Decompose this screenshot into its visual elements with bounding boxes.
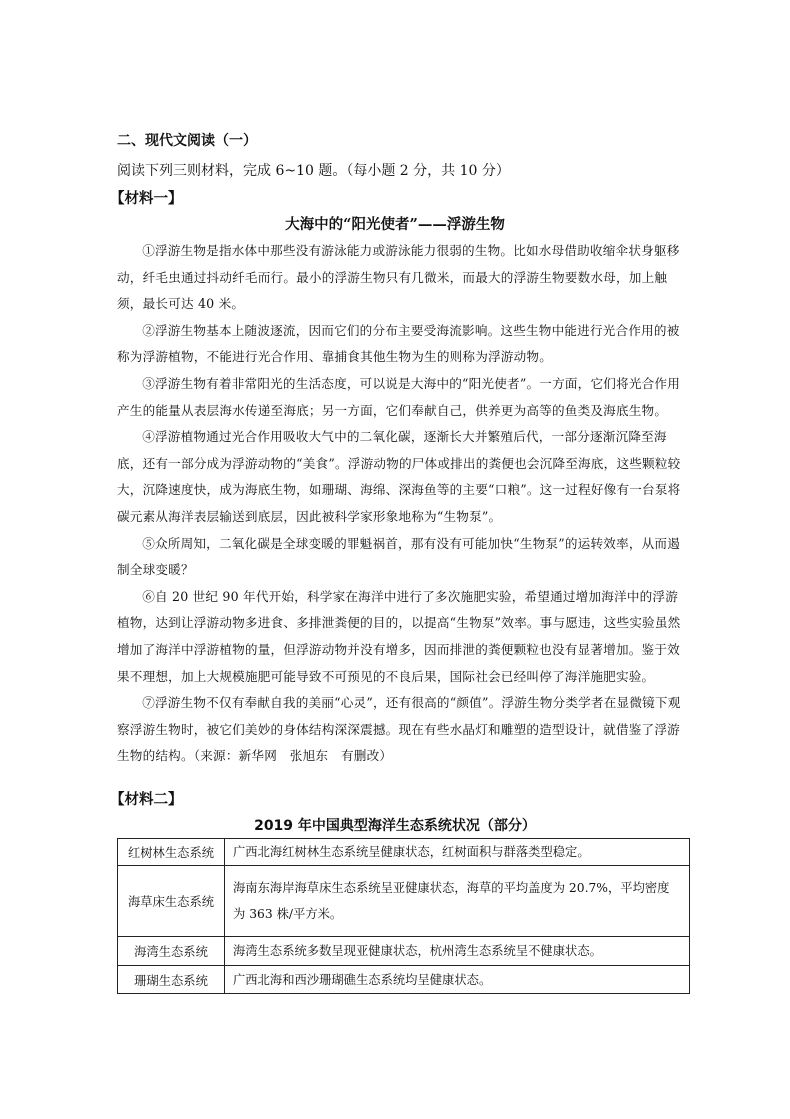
table-row	[118, 866, 690, 937]
article-body	[117, 238, 689, 770]
paragraph-6: ⑥自 20 世纪 90 年代开始，科学家在海洋中进行了多次施肥实验，希望通过增加海洋中的浮游植物，达到让浮游动物多进食、多排泄粪便的目的，以提高“生物泵”效率。事与愿违，这些实验虽然增加了海洋中浮游植物的量，但浮游动物并没有增多，因而排泄的粪便颗粒也没有显著增加。鉴于效果不理想，加上大规模施肥可能导致不可预见的不良后果，国际社会已经叫停了海洋施肥实验。	[117, 588, 681, 684]
ecosystem-status: 广西北海和西沙珊瑚礁生态系统均呈健康状态。	[225, 966, 690, 994]
paragraph-3: ③浮游生物有着非常阳光的生活态度，可以说是大海中的“阳光使者”。一方面，它们将光合作用产生的能量从表层海水传递至海底；另一方面，它们奉献自己，供养更为高等的鱼类及海底生物。	[117, 375, 681, 418]
ecosystem-name: 珊瑚生态系统	[118, 966, 225, 994]
paragraph-4: ④浮游植物通过光合作用吸收大气中的二氧化碳，逐渐长大并繁殖后代，一部分逐渐沉降至海底，还有一部分成为浮游动物的“美食”。浮游动物的尸体或排出的粪便也会沉降至海底，这些颗粒较大，沉降速度快，成为海底生物，如珊瑚、海绵、深海鱼等的主要“口粮”。这一过程好像有一台泵将碳元素从海洋表层输送到底层，因此被科学家形象地称为“生物泵”。	[117, 429, 681, 524]
material-one-label: 【材料一】	[110, 190, 183, 207]
instructions: 阅读下列三则材料，完成 6~10 题。（每小题 2 分，共 10 分）	[117, 163, 510, 179]
paragraph-1: ①浮游生物是指水体中那些没有游泳能力或游泳能力很弱的生物。比如水母借助收缩伞状身躯移动，纤毛虫通过抖动纤毛而行。最小的浮游生物只有几微米，而最大的浮游生物要数水母，加上触须，最长可达 40 米。	[117, 243, 680, 312]
ecosystem-status: 海南东海岸海草床生态系统呈亚健康状态，海草的平均盖度为 20.7%，平均密度为 363 株/平方米。	[225, 866, 690, 937]
ecosystem-name: 海草床生态系统	[118, 866, 225, 937]
section-title: 二、现代文阅读（一）	[117, 133, 257, 149]
table-row	[118, 966, 690, 994]
paragraph-5: ⑤众所周知，二氧化碳是全球变暖的罪魁祸首，那有没有可能加快“生物泵”的运转效率，从而遏制全球变暖？	[117, 535, 681, 578]
table-row	[118, 937, 690, 966]
paragraph-2: ②浮游生物基本上随波逐流，因而它们的分布主要受海流影响。这些生物中能进行光合作用的被称为浮游植物，不能进行光合作用、靠捕食其他生物为生的则称为浮游动物。	[117, 322, 680, 365]
ecosystem-status: 海湾生态系统多数呈现亚健康状态，杭州湾生态系统呈不健康状态。	[225, 937, 690, 966]
table-row	[118, 839, 690, 866]
ecosystem-table	[117, 838, 690, 994]
ecosystem-status: 广西北海红树林生态系统呈健康状态，红树面积与群落类型稳定。	[225, 839, 690, 866]
article-title: 大海中的“阳光使者”——浮游生物	[285, 216, 505, 233]
table-title: 2019 年中国典型海洋生态系统状况（部分）	[254, 818, 536, 834]
ecosystem-name: 海湾生态系统	[118, 937, 225, 966]
paragraph-7: ⑦浮游生物不仅有奉献自我的美丽“心灵”，还有很高的“颜值”。浮游生物分类学者在显微镜下观察浮游生物时，被它们美妙的身体结构深深震撼。现在有些水晶灯和雕塑的造型设计，就借鉴了浮游生物的结构。（来源：新华网 张旭东 有删改）	[117, 695, 681, 764]
material-two-label: 【材料二】	[110, 791, 183, 808]
ecosystem-name: 红树林生态系统	[118, 839, 225, 866]
